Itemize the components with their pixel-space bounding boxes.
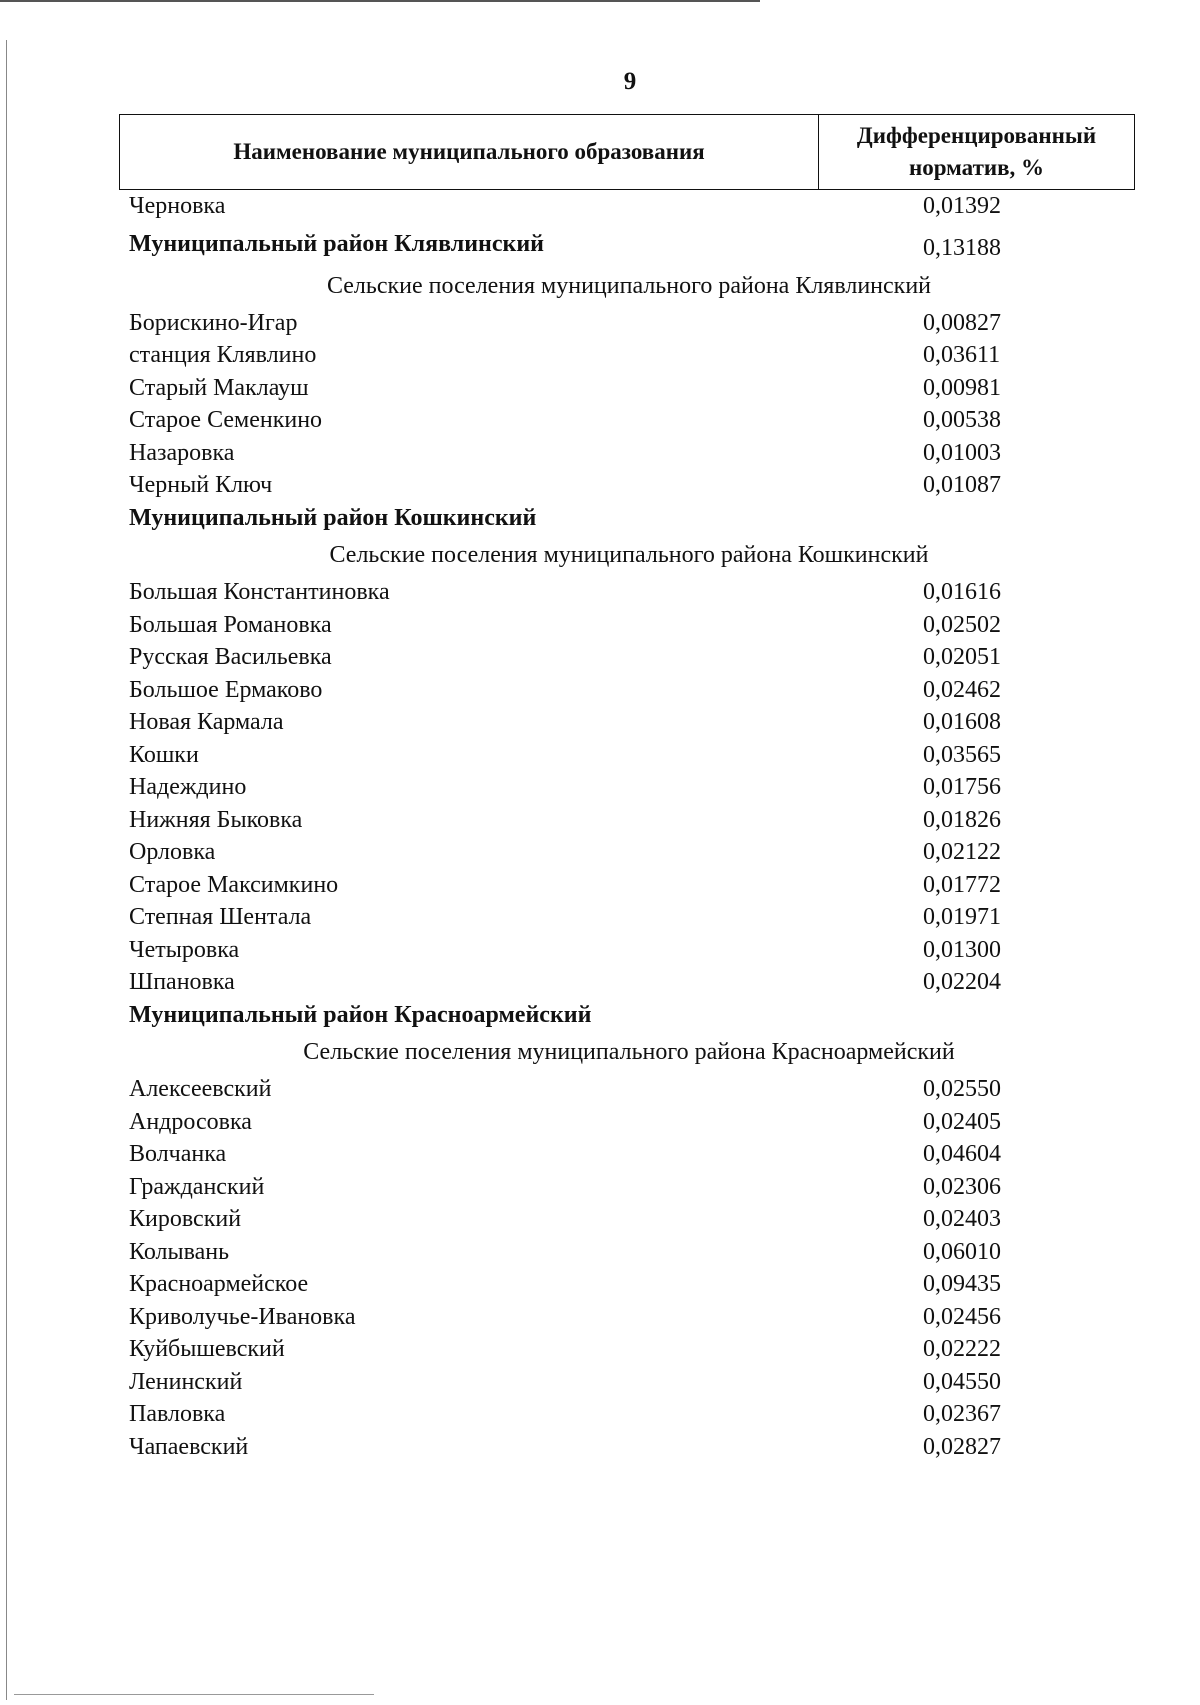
row-name: Андросовка: [129, 1108, 252, 1135]
row-value: 0,02827: [923, 1433, 1001, 1460]
scan-edge-left: [6, 40, 7, 1700]
table-row: [129, 739, 1129, 772]
table-row: [129, 372, 1129, 405]
row-name: Алексеевский: [129, 1076, 272, 1102]
row-name: станция Клявлино: [129, 342, 317, 368]
row-name: Павловка: [129, 1401, 226, 1427]
table-row: [129, 1138, 1129, 1171]
row-name: Гражданский: [129, 1173, 265, 1200]
table-row: [129, 1236, 1129, 1269]
district-heading-row: [129, 502, 1129, 535]
row-name: Русская Васильевка: [129, 644, 332, 670]
row-name: Муниципальный район Красноармейский: [129, 1001, 592, 1028]
row-value: 0,00538: [923, 407, 1001, 433]
row-name: Кошки: [129, 741, 199, 768]
table-row: [129, 469, 1129, 502]
table-header: [119, 114, 1135, 190]
section-subtitle-row: [129, 265, 1129, 307]
scan-edge-bottom: [14, 1694, 374, 1695]
row-name: Четыровка: [129, 936, 240, 963]
row-value: 0,09435: [923, 1271, 1001, 1297]
row-name: Старое Максимкино: [129, 871, 339, 898]
row-name: Чапаевский: [129, 1433, 249, 1460]
header-value-column: [819, 115, 1135, 190]
table-row: [129, 934, 1129, 967]
row-name: Волчанка: [129, 1141, 227, 1167]
row-value: 0,02367: [923, 1401, 1001, 1427]
row-name: Старый Маклауш: [129, 374, 309, 401]
row-name: Криволучье-Ивановка: [129, 1303, 356, 1330]
table-row: [129, 609, 1129, 642]
row-name: Кировский: [129, 1206, 242, 1232]
row-name: Борискино-Игар: [129, 309, 298, 336]
row-value: 0,02403: [923, 1206, 1001, 1232]
table-row: [129, 804, 1129, 837]
table-row: [129, 836, 1129, 869]
table-row: [129, 1106, 1129, 1139]
row-value: 0,03565: [923, 741, 1001, 768]
row-name: Ленинский: [129, 1368, 243, 1395]
section-subtitle: Сельские поселения муниципального района Красноармейский: [303, 1039, 955, 1065]
row-value: 0,01300: [923, 936, 1001, 963]
row-value: 0,04550: [923, 1368, 1001, 1395]
row-name: Нижняя Быковка: [129, 806, 303, 833]
row-value: 0,01616: [923, 579, 1001, 605]
row-name: Шпановка: [129, 969, 235, 995]
row-value: 0,01826: [923, 806, 1001, 833]
table-row: [129, 1398, 1129, 1431]
row-name: Надеждино: [129, 774, 247, 800]
row-name: Назаровка: [129, 439, 235, 466]
scan-edge-top: [0, 0, 760, 2]
row-value: 0,02462: [923, 676, 1001, 703]
row-value: 0,02550: [923, 1076, 1001, 1102]
table-row: [129, 1333, 1129, 1366]
row-name: Муниципальный район Клявлинский: [129, 230, 544, 257]
row-value: 0,02502: [923, 611, 1001, 638]
row-value: 0,00827: [923, 309, 1001, 336]
row-name: Большое Ермаково: [129, 676, 323, 703]
row-value: 0,06010: [923, 1238, 1001, 1265]
row-value: 0,02456: [923, 1303, 1001, 1330]
district-heading-row: [129, 223, 1129, 265]
table-row: [129, 1366, 1129, 1399]
section-subtitle-row: [129, 1031, 1129, 1073]
table-row: [129, 404, 1129, 437]
table-row: [129, 966, 1129, 999]
row-value: 0,01772: [923, 871, 1001, 898]
table-row: [129, 674, 1129, 707]
district-heading-row: [129, 999, 1129, 1032]
section-subtitle: Сельские поселения муниципального района Клявлинский: [326, 272, 932, 299]
row-value: 0,02222: [923, 1336, 1001, 1362]
row-name: Куйбышевский: [129, 1336, 285, 1362]
row-value: 0,13188: [923, 234, 1001, 261]
row-name: Черновка: [129, 193, 226, 219]
row-name: Старое Семенкино: [129, 407, 323, 433]
section-subtitle: Сельские поселения муниципального района Кошкинский: [329, 542, 929, 568]
row-value: 0,01756: [923, 774, 1001, 800]
header-value-line2: норматив, %: [908, 155, 1045, 180]
table-row: [129, 576, 1129, 609]
row-value: 0,01003: [923, 439, 1001, 466]
row-value: 0,02204: [923, 969, 1001, 995]
row-value: 0,02051: [923, 644, 1001, 670]
table-row: [129, 641, 1129, 674]
row-value: 0,02122: [923, 839, 1001, 865]
row-value: 0,04604: [923, 1141, 1001, 1167]
table-row: [129, 307, 1129, 340]
header-name-column: Наименование муниципального образования: [120, 115, 819, 190]
row-name: Новая Кармала: [129, 709, 284, 735]
row-value: 0,00981: [923, 374, 1001, 401]
row-name: Степная Шентала: [129, 904, 312, 930]
row-value: 0,02306: [923, 1173, 1001, 1200]
table-row: [129, 869, 1129, 902]
row-value: 0,01971: [923, 904, 1001, 930]
table-row: [129, 1171, 1129, 1204]
row-value: 0,02405: [923, 1108, 1001, 1135]
table-row: [129, 1203, 1129, 1236]
row-name: Колывань: [129, 1238, 230, 1265]
row-value: 0,03611: [923, 342, 1001, 368]
table-body: [129, 190, 1129, 1463]
table-row: [129, 1301, 1129, 1334]
table-row: [129, 190, 1129, 223]
table-row: [129, 901, 1129, 934]
table-row: [129, 1073, 1129, 1106]
row-name: Орловка: [129, 839, 216, 865]
row-value: 0,01392: [923, 193, 1001, 219]
row-value: 0,01087: [923, 472, 1001, 498]
table-row: [129, 437, 1129, 470]
row-name: Большая Романовка: [129, 611, 332, 638]
table-row: [129, 339, 1129, 372]
row-name: Черный Ключ: [129, 472, 273, 498]
row-name: Красноармейское: [129, 1271, 309, 1297]
section-subtitle-row: [129, 534, 1129, 576]
table-row: [129, 706, 1129, 739]
header-value-line1: Дифференцированный: [856, 123, 1097, 148]
row-name: Муниципальный район Кошкинский: [129, 504, 537, 531]
table-row: [129, 1431, 1129, 1464]
row-value: 0,01608: [923, 709, 1001, 735]
table-row: [129, 771, 1129, 804]
table-row: [129, 1268, 1129, 1301]
page-number: 9: [623, 68, 637, 95]
row-name: Большая Константиновка: [129, 579, 390, 605]
